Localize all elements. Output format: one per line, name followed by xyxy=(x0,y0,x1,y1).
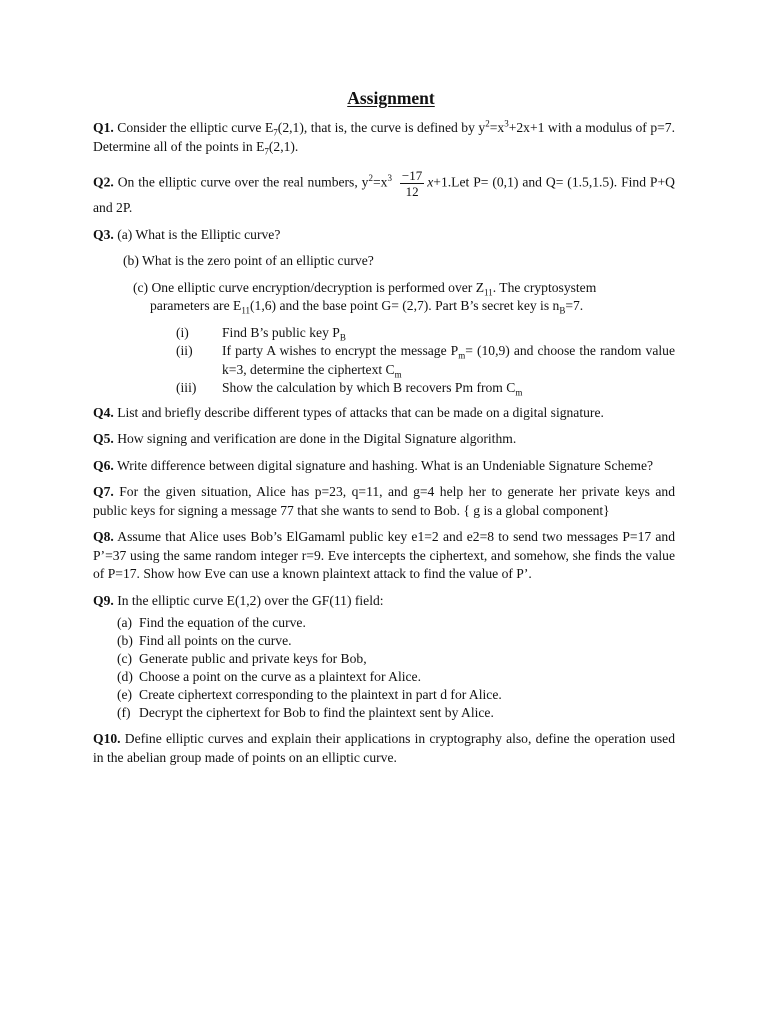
question-text: Consider the elliptic curve E xyxy=(117,120,274,135)
item-number: (iii) xyxy=(176,380,197,395)
item-number: (b) xyxy=(117,633,133,648)
question-3-part-b: (b) What is the zero point of an elliptic curve? xyxy=(123,253,374,268)
question-label: Q8. xyxy=(93,529,114,544)
fraction-denominator: 12 xyxy=(405,184,419,199)
subscript: m xyxy=(394,369,402,380)
question-3-subitems xyxy=(93,324,675,398)
subscript: 11 xyxy=(241,305,250,316)
item-text: Choose a point on the curve as a plaintext for Alice. xyxy=(139,669,421,684)
subscript: m xyxy=(515,387,523,398)
question-text: How signing and verification are done in the Digital Signature algorithm. xyxy=(117,431,517,446)
superscript: 2 xyxy=(368,173,373,184)
question-text: In the elliptic curve E(1,2) over the GF(11) field: xyxy=(117,592,384,608)
item-text: Find the equation of the curve. xyxy=(139,615,306,630)
item-text xyxy=(222,379,675,398)
item-text xyxy=(222,342,675,379)
question-text: =x xyxy=(372,174,388,190)
list-item xyxy=(117,650,675,668)
question-text: +2x+1 with a modulus of p=7. Determine all of the points in E xyxy=(93,120,675,154)
question-7 xyxy=(93,483,675,520)
question-text: (2,1), that is, the curve is defined by y xyxy=(277,120,486,135)
subscript: B xyxy=(339,332,346,343)
question-text: (1,6) and the base point G= (2,7). Part B’s secret key is n xyxy=(250,298,560,313)
question-text: Assume that Alice uses Bob’s ElGamaml public key e1=2 and e2=8 to send two messages P=17 and P’=37 using the same random integer r=9. Eve intercepts the ciphertext, and somehow, she finds the value of P=17. Show how Eve can use a known plaintext attack to find the value of P’. xyxy=(93,529,676,581)
question-3-part-c xyxy=(93,279,675,298)
question-label: Q7. xyxy=(93,484,114,499)
item-number: (i) xyxy=(176,324,189,340)
item-text: Generate public and private keys for Bob, xyxy=(139,651,367,666)
superscript: 3 xyxy=(504,118,509,129)
question-text: +1.Let P= (0,1) and Q= (1.5,1.5). Find P+Q and 2P. xyxy=(93,174,675,215)
item-number: (f) xyxy=(117,705,131,720)
question-text: parameters are E xyxy=(150,298,242,313)
question-label: Q1. xyxy=(93,120,114,135)
list-item xyxy=(117,686,675,704)
question-text: (c) One elliptic curve encryption/decryption is performed over Z xyxy=(133,279,485,295)
item-number: (ii) xyxy=(176,343,193,358)
question-text: Write difference between digital signature and hashing. What is an Undeniable Signature Scheme? xyxy=(116,457,654,473)
question-text: (2,1). xyxy=(268,138,299,154)
subscript: 7 xyxy=(273,127,278,138)
question-label: Q4. xyxy=(93,404,114,420)
question-text: List and briefly describe different types of attacks that can be made on a digital signature. xyxy=(117,404,604,420)
subscript: 11 xyxy=(484,287,493,298)
question-text: Define elliptic curves and explain their applications in cryptography also, define the operation used in the abelian group made of points on an elliptic curve. xyxy=(93,731,675,765)
variable: x xyxy=(427,174,434,190)
question-label: Q6. xyxy=(93,457,114,473)
superscript: 3 xyxy=(387,173,392,184)
question-2 xyxy=(93,168,675,218)
item-number: (a) xyxy=(117,615,133,630)
question-6 xyxy=(93,457,675,476)
question-label: Q3. xyxy=(93,226,114,242)
question-8 xyxy=(93,528,675,584)
question-text: For the given situation, Alice has p=23, q=11, and g=4 help her to generate her private keys and public keys for signing a message 77 that she wants to send to Bob. { g is a global component} xyxy=(93,484,676,518)
list-item xyxy=(176,324,675,343)
subscript: m xyxy=(458,350,466,361)
list-item xyxy=(176,379,675,398)
question-part-a: (a) What is the Elliptic curve? xyxy=(117,226,281,242)
question-text: =x xyxy=(489,120,505,135)
question-4 xyxy=(93,404,675,423)
question-3 xyxy=(93,226,675,245)
question-3-part-c-cont xyxy=(93,297,675,316)
question-label: Q10. xyxy=(93,731,121,746)
list-item xyxy=(117,632,675,650)
item-text-part: = (10,9) and choose the random value k=3, determine the ciphertext C xyxy=(222,343,675,377)
item-text xyxy=(222,324,675,343)
list-item xyxy=(117,614,675,632)
question-text: On the elliptic curve over the real numbers, y xyxy=(117,174,369,190)
item-text-part: If party A wishes to encrypt the message P xyxy=(222,343,459,358)
question-1 xyxy=(93,119,675,156)
document-page xyxy=(93,88,675,775)
page-title: Assignment xyxy=(347,88,435,108)
subscript: B xyxy=(559,305,566,316)
item-number: (d) xyxy=(117,669,133,684)
subscript: 7 xyxy=(264,146,269,157)
superscript: 2 xyxy=(485,118,490,129)
question-label: Q2. xyxy=(93,174,114,190)
list-item xyxy=(176,342,675,379)
question-label: Q5. xyxy=(93,431,114,446)
question-9 xyxy=(93,592,675,611)
item-number: (c) xyxy=(117,651,133,666)
item-text: Create ciphertext corresponding to the plaintext in part d for Alice. xyxy=(139,687,502,702)
item-text-part: Find B’s public key P xyxy=(222,324,340,340)
question-10 xyxy=(93,730,675,767)
question-text: . The cryptosystem xyxy=(492,279,597,295)
question-9-subitems xyxy=(93,614,675,722)
question-text: =7. xyxy=(565,298,584,313)
list-item xyxy=(117,704,675,722)
fraction-numerator: −17 xyxy=(401,168,423,183)
item-number: (e) xyxy=(117,687,133,702)
list-item xyxy=(117,668,675,686)
item-text-part: Show the calculation by which B recovers Pm from C xyxy=(222,380,516,395)
item-text: Find all points on the curve. xyxy=(139,633,292,648)
question-5 xyxy=(93,430,675,449)
fraction xyxy=(400,168,424,199)
item-text: Decrypt the ciphertext for Bob to find the plaintext sent by Alice. xyxy=(139,705,494,720)
question-label: Q9. xyxy=(93,592,114,608)
